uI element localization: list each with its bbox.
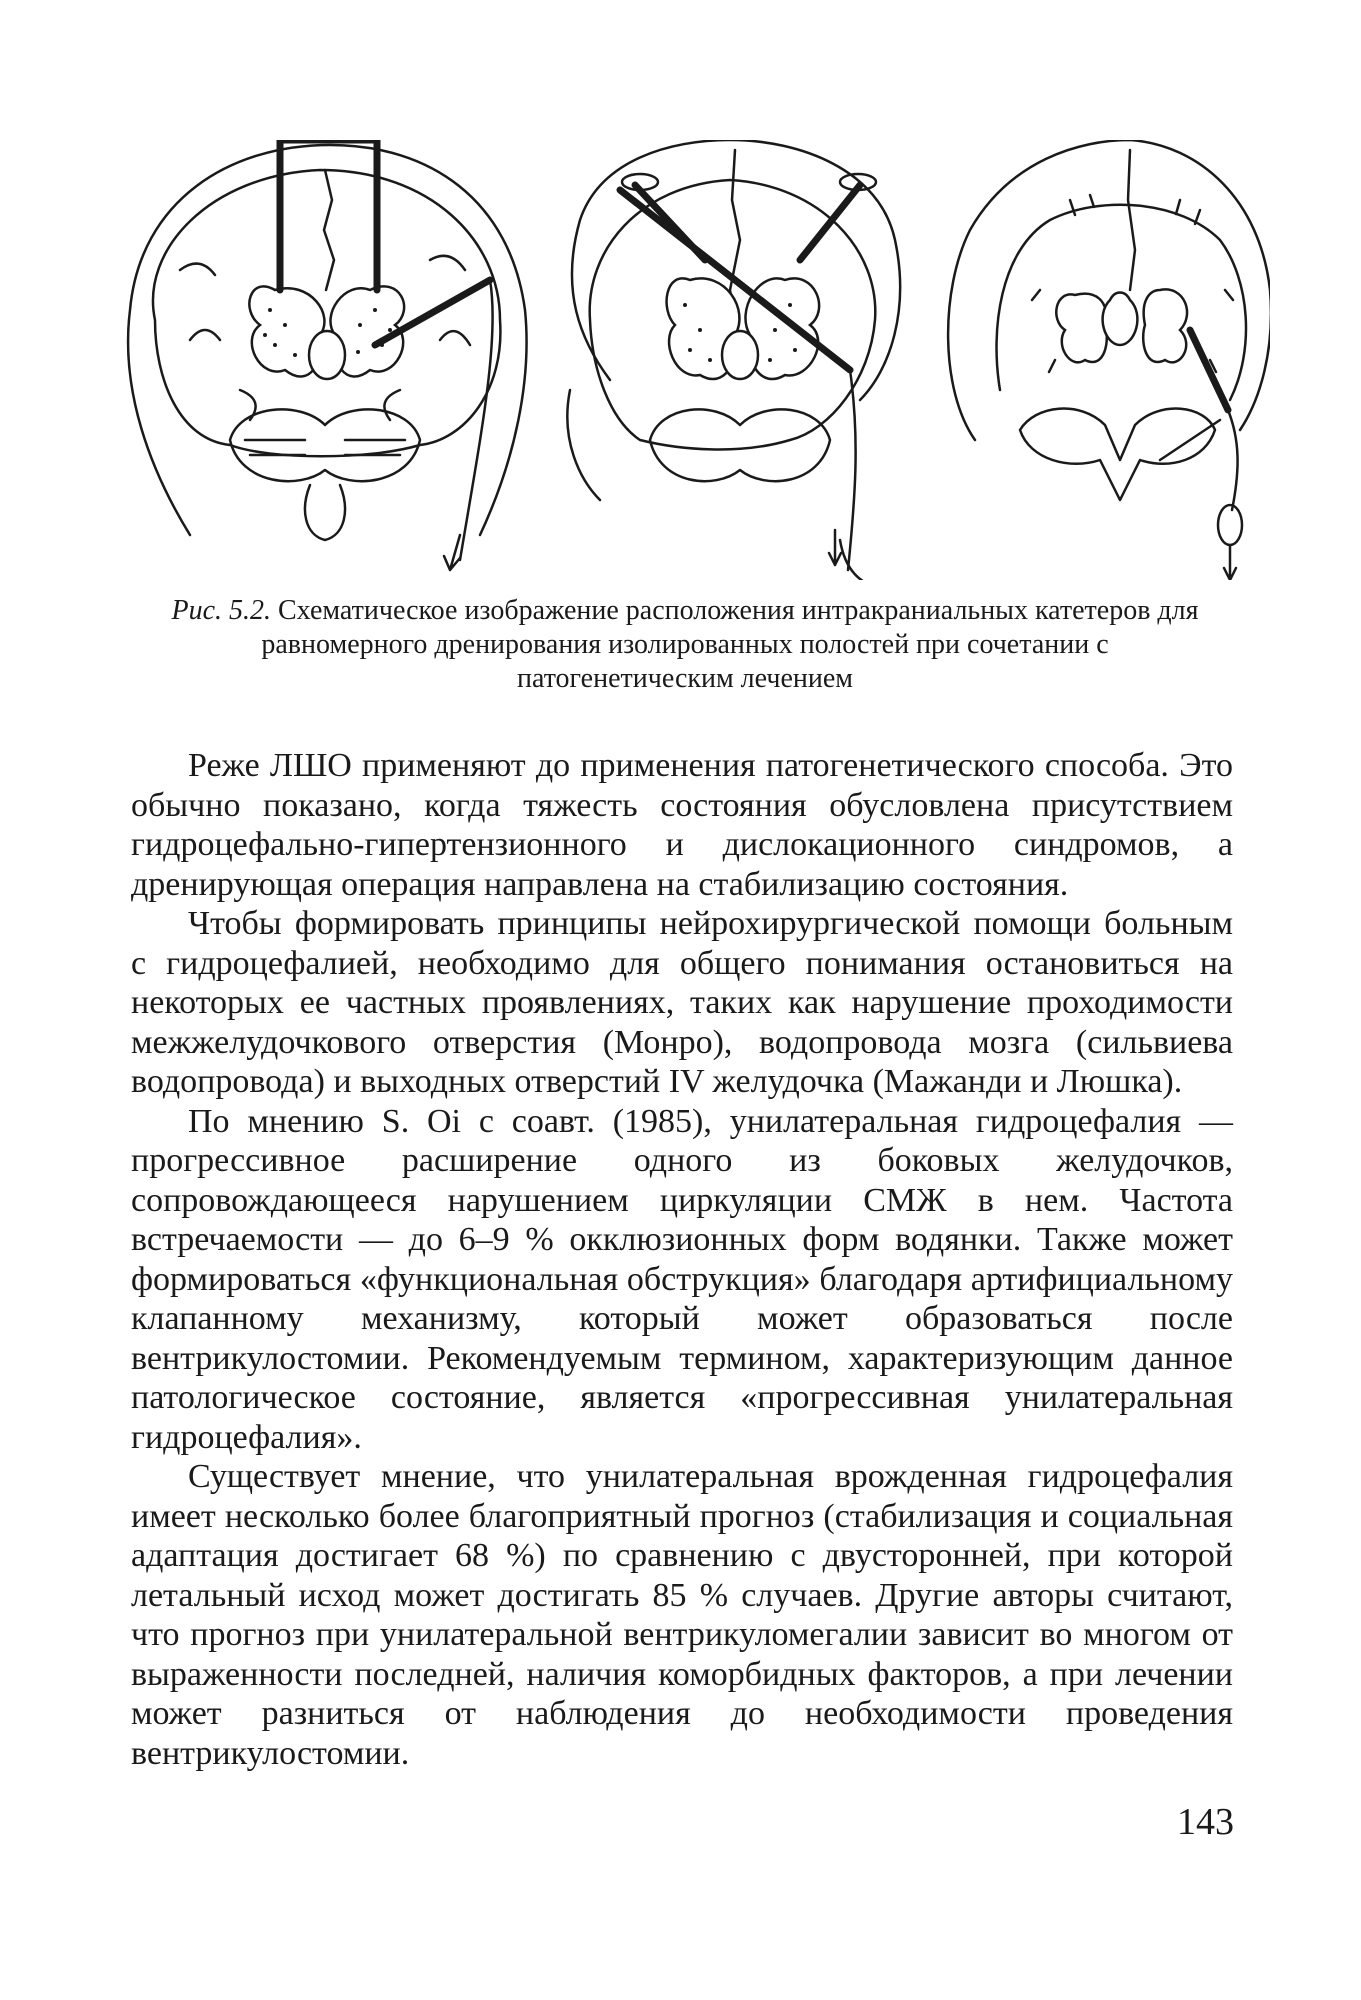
figure-caption — [150, 594, 1220, 696]
paragraph-1: Реже ЛШО применяют до применения патогенетического способа. Это обычно показано, когда тяжесть состояния обусловлена присутствием гидроцефально-гипертензионного и дислокационного синдромов, а дренирующая операция направлена на стабилизацию состояния. — [131, 747, 1233, 903]
page-number: 143 — [1177, 1801, 1234, 1843]
paragraph-4: Существует мнение, что унилатеральная врожденная гидроцефалия имеет несколько более благоприятный прогноз (стабилизация и социальная адаптация достигает 68 %) по сравнению с двусторонней, при которой летальный исход может достигать 85 % случаев. Другие авторы считают, что прогноз при унилатеральной вентрикуломегалии зависит во многом от выраженности последней, наличия коморбидных факторов, а при лечении может разниться от наблюдения до необходимости проведения вентрикулостомии. — [131, 1458, 1233, 1772]
diagram-head-1 — [128, 140, 526, 570]
figure-caption-text: Схематическое изображение расположения интракраниальных катетеров для равномерного дренирования изолированных полостей при сочетании с патогенетическим лечением — [261, 595, 1199, 694]
diagram-head-2 — [567, 140, 900, 580]
paragraph-2: Чтобы формировать принципы нейрохирургической помощи больным с гидроцефалией, необходимо для общего понимания остановиться на некоторых ее частных проявлениях, таких как нарушение проходимости межжелудочкового отверстия (Монро), водопровода мозга (сильвиева водопровода) и выходных отверстий IV желудочка (Мажанди и Люшка). — [131, 905, 1233, 1100]
paragraph-3: По мнению S. Oi с соавт. (1985), унилатеральная гидроцефалия — прогрессивное расширение одного из боковых желудочков, сопровождающееся нарушением циркуляции СМЖ в нем. Частота встречаемости — до 6–9 % окклюзионных форм водянки. Также может формироваться «функциональная обструкция» благодаря артифициальному клапанному механизму, который может образоваться после вентрикулостомии. Рекомендуемым термином, характеризующим данное патологическое состояние, является «прогрессивная унилатеральная гидроцефалия». — [131, 1102, 1233, 1456]
body-text — [131, 746, 1233, 1773]
figure-caption-label: Рис. 5.2. — [171, 595, 271, 626]
diagram-head-3 — [948, 140, 1270, 580]
figure-brain-catheters — [120, 140, 1270, 580]
